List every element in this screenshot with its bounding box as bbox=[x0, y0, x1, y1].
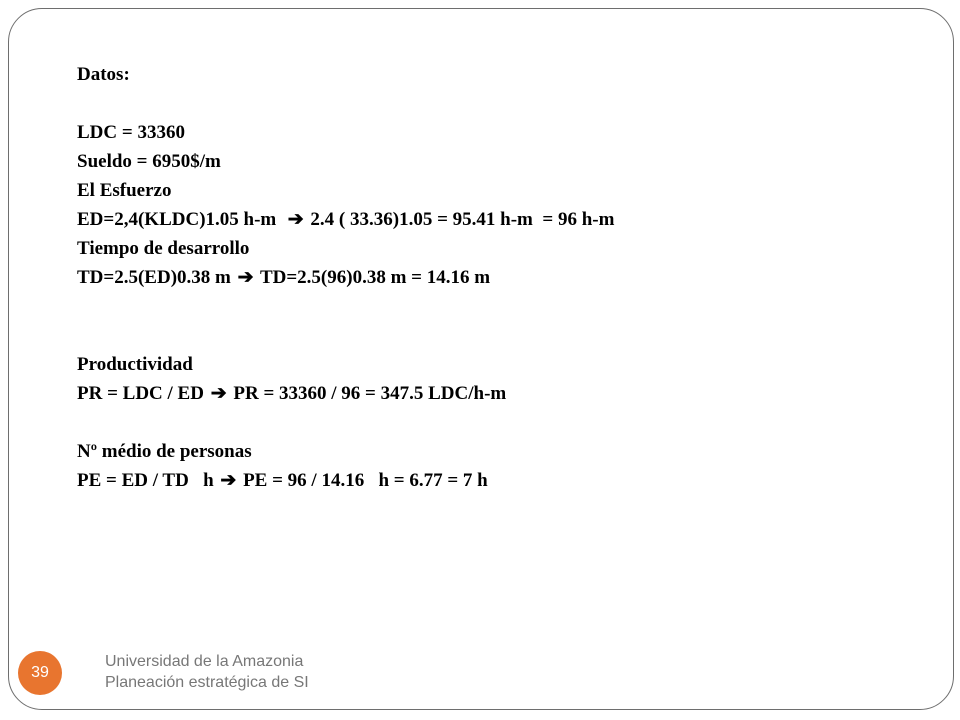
footer bbox=[105, 651, 309, 693]
formula-left: ED=2,4(KLDC)1.05 h-m bbox=[77, 209, 286, 230]
formula-right: PE = 96 / 14.16 h = 6.77 = 7 h bbox=[238, 470, 488, 491]
blank-line bbox=[77, 89, 937, 118]
formula-line bbox=[77, 205, 937, 234]
formula-right: TD=2.5(96)0.38 m = 14.16 m bbox=[255, 267, 491, 288]
formula-right: 2.4 ( 33.36)1.05 = 95.41 h-m = 96 h-m bbox=[305, 209, 615, 230]
slide-content bbox=[77, 60, 937, 495]
text-line: Nº médio de personas bbox=[77, 441, 252, 462]
formula-left: PR = LDC / ED bbox=[77, 383, 209, 404]
footer-course: Planeación estratégica de SI bbox=[105, 674, 309, 691]
text-line: LDC = 33360 bbox=[77, 122, 185, 143]
footer-university: Universidad de la Amazonia bbox=[105, 653, 304, 670]
blank-line bbox=[77, 321, 937, 350]
right-arrow-icon: ➔ bbox=[210, 383, 227, 404]
formula-line bbox=[77, 379, 937, 408]
slide-number: 39 bbox=[31, 664, 49, 681]
formula-left: PE = ED / TD h bbox=[77, 470, 219, 491]
right-arrow-icon: ➔ bbox=[237, 267, 254, 288]
text-line: Productividad bbox=[77, 354, 193, 375]
formula-right: PR = 33360 / 96 = 347.5 LDC/h-m bbox=[228, 383, 507, 404]
right-arrow-icon: ➔ bbox=[287, 209, 304, 230]
text-line: El Esfuerzo bbox=[77, 180, 172, 201]
text-line: Sueldo = 6950$/m bbox=[77, 151, 221, 172]
text-line: Tiempo de desarrollo bbox=[77, 238, 250, 259]
slide-number-badge bbox=[18, 651, 62, 695]
blank-line bbox=[77, 292, 937, 321]
formula-line bbox=[77, 466, 937, 495]
formula-line bbox=[77, 263, 937, 292]
heading-datos: Datos: bbox=[77, 64, 130, 85]
formula-left: TD=2.5(ED)0.38 m bbox=[77, 267, 236, 288]
blank-line bbox=[77, 408, 937, 437]
right-arrow-icon: ➔ bbox=[220, 470, 237, 491]
